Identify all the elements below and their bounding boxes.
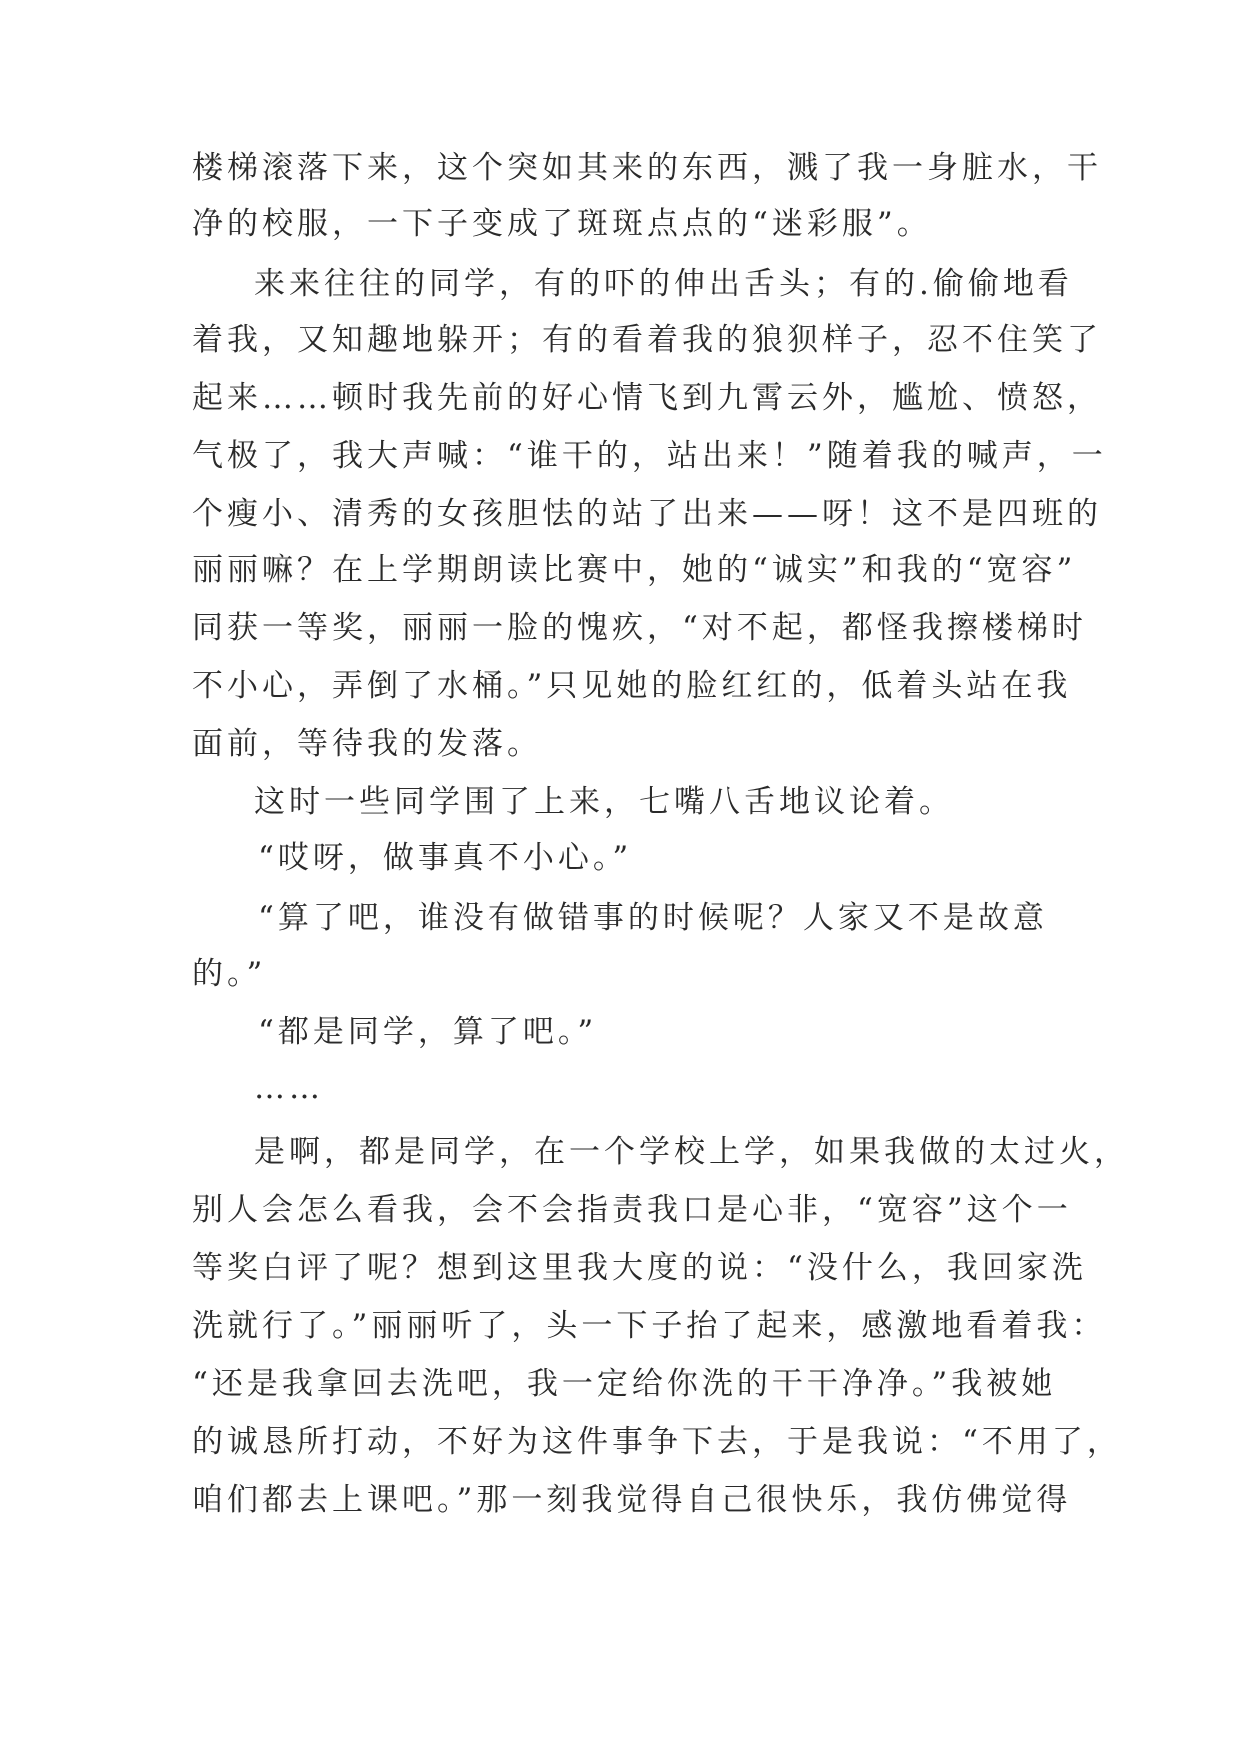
text-line-11: 面前，等待我的发落。 xyxy=(192,726,542,762)
text-line-13: “哎呀，做事真不小心。” xyxy=(258,840,633,876)
text-line-12: 这时一些同学围了上来，七嘴八舌地议论着。 xyxy=(254,784,954,820)
text-line-1: 楼梯滚落下来，这个突如其来的东西，溅了我一身脏水，干 xyxy=(192,150,1102,186)
text-line-24: 咱们都去上课吧。”那一刻我觉得自己很快乐，我仿佛觉得 xyxy=(192,1482,1072,1518)
text-line-10: 不小心，弄倒了水桶。”只见她的脸红红的，低着头站在我 xyxy=(192,668,1072,704)
text-line-19: 别人会怎么看我，会不会指责我口是心非，“宽容”这个一 xyxy=(192,1192,1072,1228)
text-line-6: 气极了，我大声喊：“谁干的，站出来！”随着我的喊声，一 xyxy=(192,438,1107,474)
text-line-22: “还是我拿回去洗吧，我一定给你洗的干干净净。”我被她 xyxy=(192,1366,1057,1402)
text-line-20: 等奖白评了呢？想到这里我大度的说：“没什么，我回家洗 xyxy=(192,1250,1087,1286)
text-line-15: 的。” xyxy=(192,956,267,992)
text-line-18: 是啊，都是同学，在一个学校上学，如果我做的太过火， xyxy=(254,1134,1129,1170)
text-line-2: 净的校服，一下子变成了斑斑点点的“迷彩服”。 xyxy=(192,206,932,242)
text-line-16: “都是同学，算了吧。” xyxy=(258,1014,598,1050)
text-line-8: 丽丽嘛？在上学期朗读比赛中，她的“诚实”和我的“宽容” xyxy=(192,552,1077,588)
text-line-3: 来来往往的同学，有的吓的伸出舌头；有的.偷偷地看 xyxy=(254,266,1073,302)
text-line-21: 洗就行了。”丽丽听了，头一下子抬了起来，感激地看着我： xyxy=(192,1308,1107,1344)
text-line-4: 着我，又知趣地躲开；有的看着我的狼狈样子，忍不住笑了 xyxy=(192,322,1102,358)
text-line-7: 个瘦小、清秀的女孩胆怯的站了出来——呀！这不是四班的 xyxy=(192,496,1102,532)
text-line-5: 起来……顿时我先前的好心情飞到九霄云外，尴尬、愤怒， xyxy=(192,380,1102,416)
text-line-9: 同获一等奖，丽丽一脸的愧疚，“对不起，都怪我擦楼梯时 xyxy=(192,610,1087,646)
text-line-17: …… xyxy=(254,1070,324,1106)
text-line-23: 的诚恳所打动，不好为这件事争下去，于是我说：“不用了， xyxy=(192,1424,1122,1460)
text-line-14: “算了吧，谁没有做错事的时候呢？人家又不是故意 xyxy=(258,900,1048,936)
